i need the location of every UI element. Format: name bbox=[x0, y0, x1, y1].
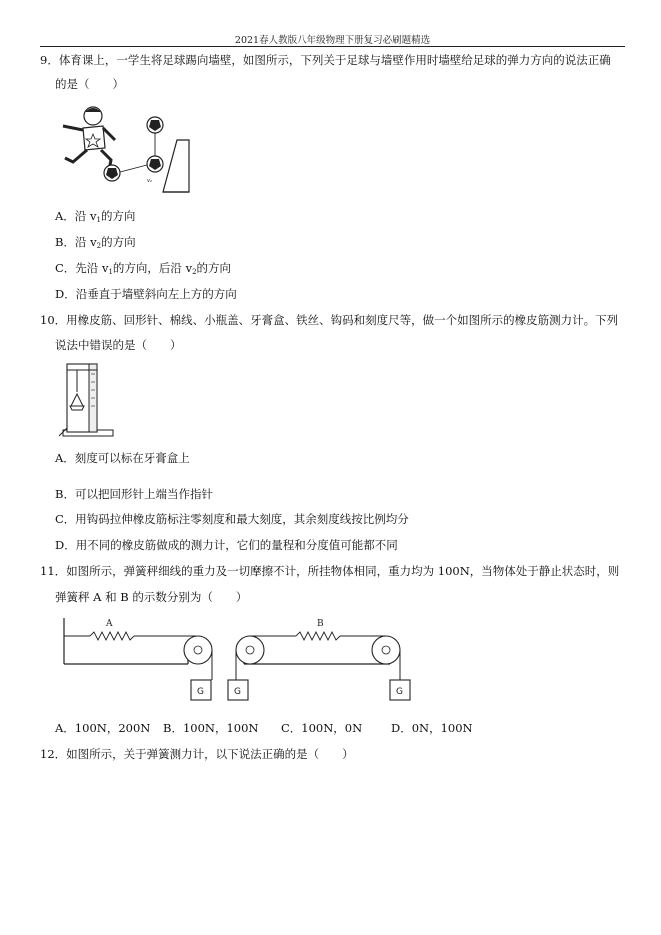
q10-stem-line1: 10．用橡皮筋、回形针、棉线、小瓶盖、牙膏盒、铁丝、钩码和刻度尺等，做一个如图所示的橡皮筋测力计。下列 bbox=[40, 313, 619, 327]
q10-figure-rubber-band-scale bbox=[55, 362, 115, 438]
ball-icon bbox=[104, 165, 120, 181]
q11-stem-line1: 11．如图所示，弹簧秤细线的重力及一切摩擦不计，所挂物体相同，重力均为 100N，当物体处于静止状态时，则 bbox=[40, 564, 620, 578]
q11-options-row bbox=[55, 720, 473, 736]
weight-label: G bbox=[396, 687, 403, 697]
q9-option-a[interactable]: A．沿 $v_1$的方向 bbox=[55, 209, 136, 224]
q9-option-b[interactable]: B．沿 $v_2$的方向 bbox=[55, 235, 136, 250]
spring-label-b: B bbox=[317, 619, 324, 629]
q9-figure-boy-kicking-ball bbox=[55, 100, 195, 200]
weight-label: G bbox=[197, 687, 204, 697]
weight-label: G bbox=[234, 687, 241, 697]
page-header: 2021春人教版八年级物理下册复习必刷题精选 bbox=[234, 35, 431, 46]
q11-option-b[interactable]: B．100N，100N bbox=[163, 721, 259, 735]
q11-option-c[interactable]: C．100N，0N bbox=[281, 721, 363, 735]
q10-option-b[interactable]: B．可以把回形针上端当作指针 bbox=[55, 487, 213, 501]
q10-stem-line2: 说法中错误的是（ ） bbox=[55, 338, 182, 352]
v2-label: v₂ bbox=[147, 178, 152, 184]
header-divider bbox=[40, 46, 625, 47]
q11-stem-line2: 弹簧秤 A 和 B 的示数分别为（ ） bbox=[55, 590, 248, 604]
q10-option-a[interactable]: A．刻度可以标在牙膏盒上 bbox=[55, 451, 190, 465]
q11-option-a[interactable]: A．100N，200N bbox=[55, 721, 151, 735]
q12-stem-line1: 12．如图所示，关于弹簧测力计，以下说法正确的是（ ） bbox=[40, 747, 354, 761]
q11-figure-spring-scales bbox=[60, 614, 415, 704]
ball-icon bbox=[147, 117, 163, 133]
q10-option-c[interactable]: C．用钩码拉伸橡皮筋标注零刻度和最大刻度，其余刻度线按比例均分 bbox=[55, 512, 409, 526]
q9-stem-line1: 9．体育课上，一学生将足球踢向墙壁，如图所示，下列关于足球与墙壁作用时墙壁给足球的弹力方向的说法正确 bbox=[40, 53, 611, 67]
q10-option-d[interactable]: D．用不同的橡皮筋做成的测力计，它们的量程和分度值可能都不同 bbox=[55, 538, 398, 552]
spring-label-a: A bbox=[106, 619, 113, 629]
q9-stem-line2: 的是（ ） bbox=[55, 77, 124, 91]
q9-option-d[interactable]: D．沿垂直于墙壁斜向左上方的方向 bbox=[55, 287, 237, 301]
ball-icon bbox=[147, 156, 163, 172]
q9-option-c[interactable]: C．先沿 $v_1$的方向，后沿 $v_2$的方向 bbox=[55, 261, 232, 276]
q11-option-d[interactable]: D．0N，100N bbox=[391, 721, 473, 735]
